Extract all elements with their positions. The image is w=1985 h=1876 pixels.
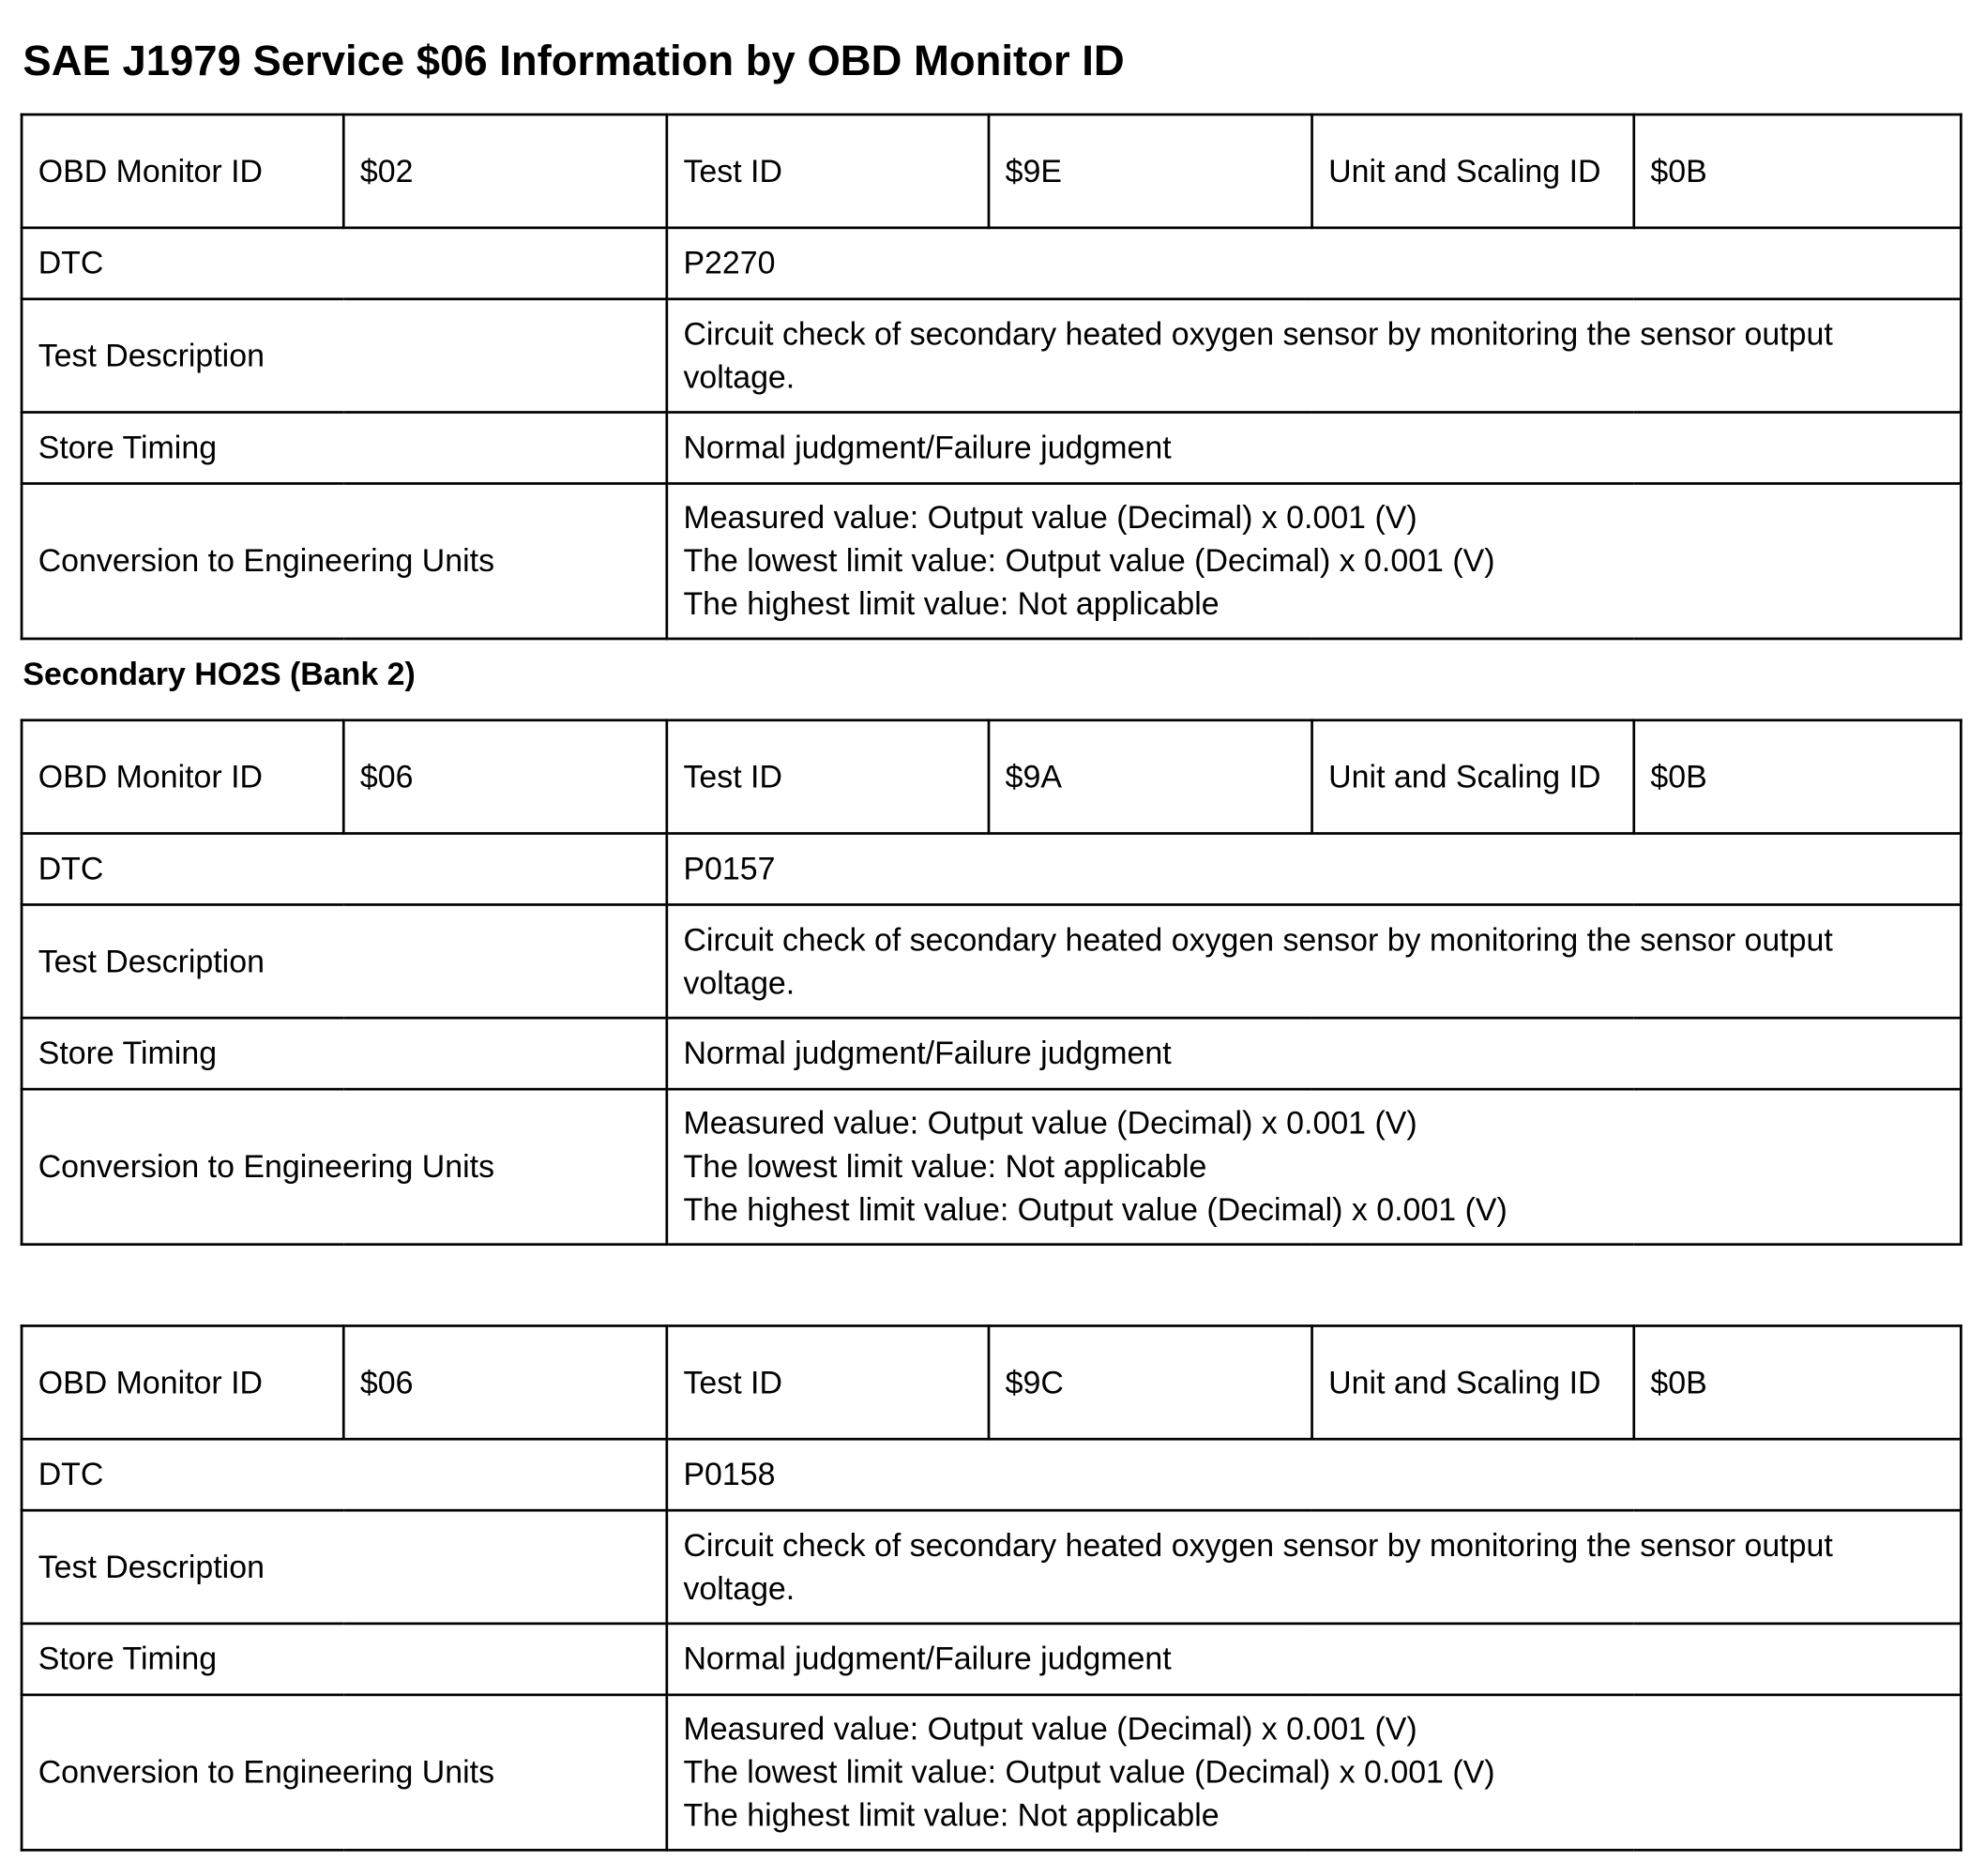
dtc-label: DTC [22,834,667,905]
store-timing-value: Normal judgment/Failure judgment [667,1624,1962,1695]
test-id-value: $9E [989,114,1312,228]
conversion-label: Conversion to Engineering Units [22,483,667,638]
table-row [22,1089,1961,1244]
obd-monitor-table [21,1324,1962,1852]
dtc-value: P0157 [667,834,1962,905]
test-description-value: Circuit check of secondary heated oxygen sensor by monitoring the sensor output voltage. [667,904,1962,1018]
table-row [22,228,1961,299]
test-id-label: Test ID [667,1325,989,1439]
conversion-label: Conversion to Engineering Units [22,1695,667,1850]
obd-monitor-table [21,113,1962,641]
table-row [22,483,1961,638]
table-row [22,1624,1961,1695]
table-row [22,904,1961,1018]
test-description-label: Test Description [22,904,667,1018]
conversion-label: Conversion to Engineering Units [22,1089,667,1244]
test-id-label: Test ID [667,114,989,228]
store-timing-value: Normal judgment/Failure judgment [667,1018,1962,1089]
table-row [22,1510,1961,1624]
unit-scaling-label: Unit and Scaling ID [1312,1325,1634,1439]
monitor-id-label: OBD Monitor ID [22,114,343,228]
store-timing-label: Store Timing [22,413,667,484]
conversion-measured-line: Measured value: Output value (Decimal) x 0.001 (V) [683,500,1417,537]
conversion-highest-line: The highest limit value: Not applicable [683,586,1220,623]
monitor-id-value: $02 [343,114,667,228]
unit-scaling-value: $0B [1634,720,1962,834]
test-description-value: Circuit check of secondary heated oxygen sensor by monitoring the sensor output voltage. [667,299,1962,413]
store-timing-label: Store Timing [22,1624,667,1695]
conversion-lowest-line: The lowest limit value: Output value (Decimal) x 0.001 (V) [683,1754,1495,1791]
test-id-value: $9C [989,1325,1312,1439]
table-row [22,720,1961,834]
table-row [22,834,1961,905]
conversion-value [667,1089,1962,1244]
table-row [22,1695,1961,1850]
table-row [22,1325,1961,1439]
table-row [22,413,1961,484]
dtc-label: DTC [22,1439,667,1510]
store-timing-label: Store Timing [22,1018,667,1089]
conversion-measured-line: Measured value: Output value (Decimal) x 0.001 (V) [683,1711,1417,1747]
unit-scaling-value: $0B [1634,1325,1962,1439]
table-row [22,1439,1961,1510]
monitor-id-value: $06 [343,720,667,834]
table-row [22,299,1961,413]
table-row [22,1018,1961,1089]
test-description-value: Circuit check of secondary heated oxygen sensor by monitoring the sensor output voltage. [667,1510,1962,1624]
test-id-label: Test ID [667,720,989,834]
table-row [22,114,1961,228]
monitor-id-label: OBD Monitor ID [22,720,343,834]
unit-scaling-value: $0B [1634,114,1962,228]
dtc-label: DTC [22,228,667,299]
obd-monitor-table [21,719,1962,1246]
unit-scaling-label: Unit and Scaling ID [1312,720,1634,834]
unit-scaling-label: Unit and Scaling ID [1312,114,1634,228]
dtc-value: P0158 [667,1439,1962,1510]
section-heading: Secondary HO2S (Bank 2) [23,656,416,692]
monitor-id-label: OBD Monitor ID [22,1325,343,1439]
store-timing-value: Normal judgment/Failure judgment [667,413,1962,484]
dtc-value: P2270 [667,228,1962,299]
test-description-label: Test Description [22,299,667,413]
conversion-highest-line: The highest limit value: Not applicable [683,1797,1220,1834]
conversion-highest-line: The highest limit value: Output value (Decimal) x 0.001 (V) [683,1192,1508,1229]
conversion-lowest-line: The lowest limit value: Output value (Decimal) x 0.001 (V) [683,543,1495,580]
conversion-value [667,483,1962,638]
conversion-measured-line: Measured value: Output value (Decimal) x 0.001 (V) [683,1105,1417,1142]
conversion-value [667,1695,1962,1850]
test-id-value: $9A [989,720,1312,834]
test-description-label: Test Description [22,1510,667,1624]
page-title: SAE J1979 Service $06 Information by OBD Monitor ID [23,38,1125,85]
conversion-lowest-line: The lowest limit value: Not applicable [683,1148,1207,1185]
monitor-id-value: $06 [343,1325,667,1439]
